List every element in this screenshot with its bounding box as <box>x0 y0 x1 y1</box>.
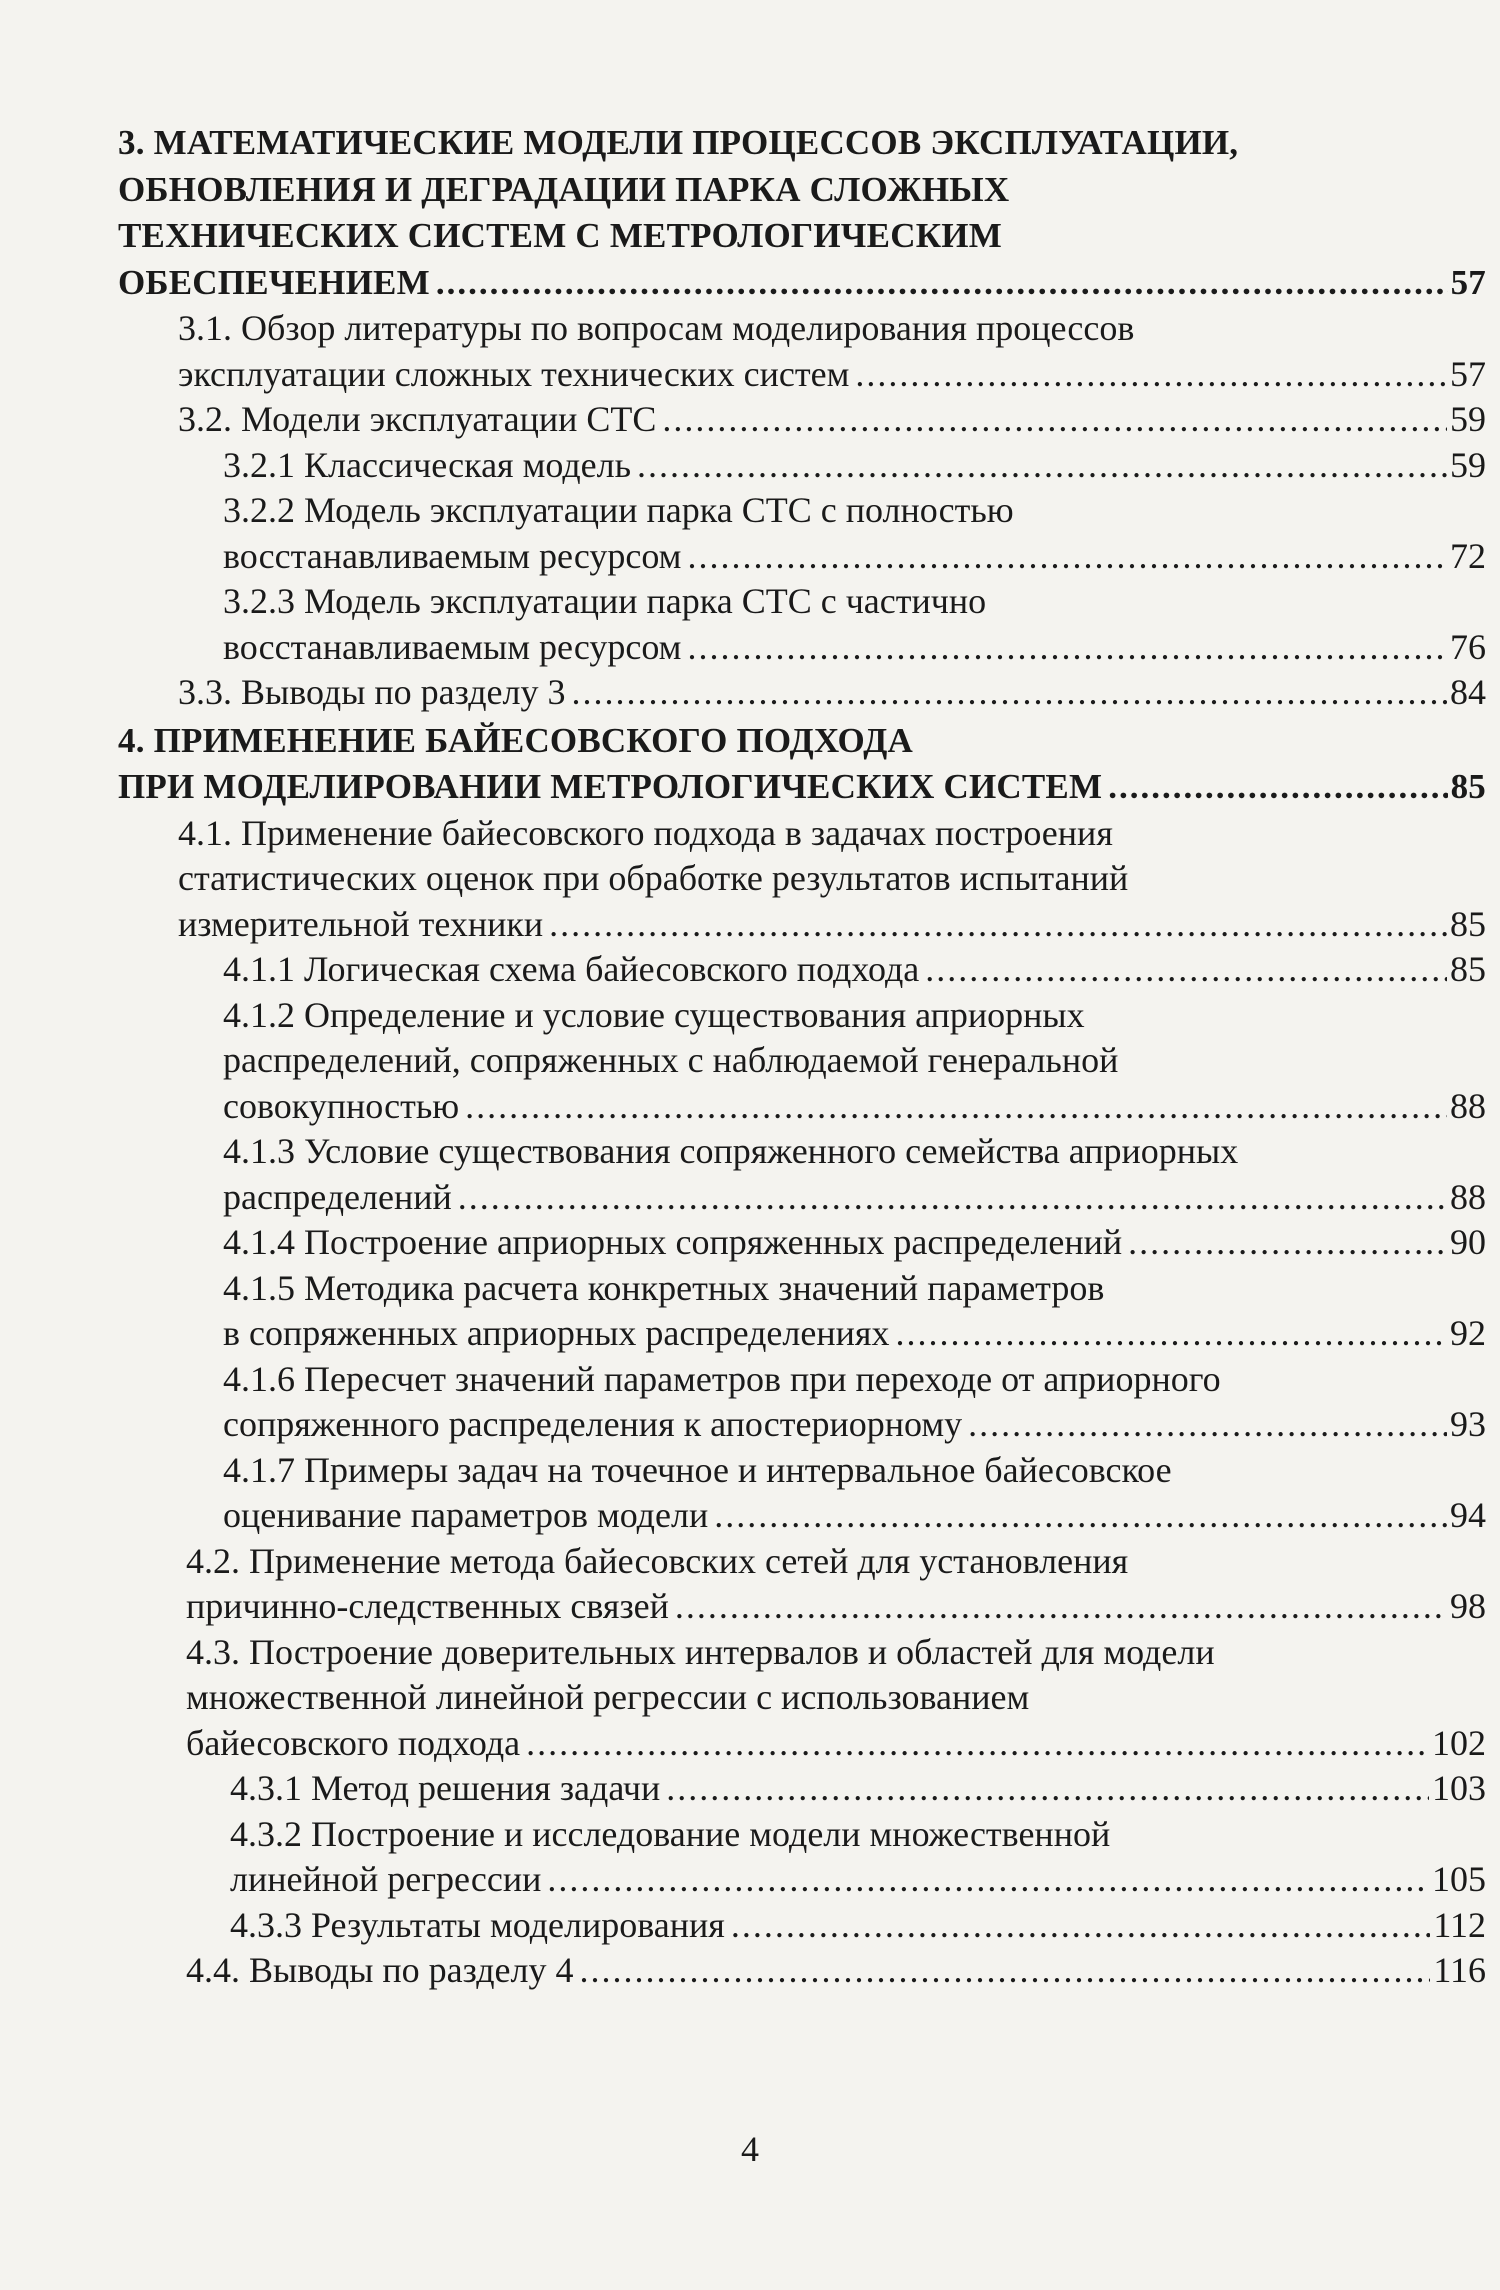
dot-leader <box>675 1584 1447 1630</box>
toc-entry <box>118 488 1486 579</box>
toc-page-number: 85 <box>1450 949 1486 989</box>
toc-entry <box>118 1129 1486 1220</box>
table-of-contents <box>118 118 1486 1994</box>
toc-page-number: 57 <box>1450 353 1486 394</box>
toc-page-number: 59 <box>1450 444 1486 485</box>
dot-leader <box>637 443 1447 489</box>
toc-entry-title-line: 3.1. Обзор литературы по вопросам моделирования процессов <box>178 308 1135 348</box>
toc-entry <box>118 1266 1486 1357</box>
toc-entry <box>118 397 1486 443</box>
toc-page-number: 93 <box>1450 1404 1486 1444</box>
dot-leader <box>687 625 1447 671</box>
toc-entry-final-line <box>186 1721 1486 1767</box>
toc-page-number: 98 <box>1450 1586 1486 1626</box>
toc-entry-final-line <box>223 1175 1486 1221</box>
dot-leader <box>526 1721 1429 1767</box>
toc-entry-title-line: в сопряженных априорных распределениях <box>223 1313 890 1353</box>
toc-page-number: 90 <box>1450 1222 1486 1262</box>
toc-page-number: 105 <box>1432 1859 1486 1899</box>
toc-entry-title-line: измерительной техники <box>178 903 544 944</box>
toc-entry-title-line: байесовского подхода <box>186 1722 521 1763</box>
toc-entry-title-line: 3.2. Модели эксплуатации СТС <box>178 399 657 439</box>
toc-entry-title-line: восстанавливаемым ресурсом <box>223 626 682 667</box>
toc-page-number: 92 <box>1450 1313 1486 1353</box>
toc-entry-title-line: ОБНОВЛЕНИЯ И ДЕГРАДАЦИИ ПАРКА СЛОЖНЫХ <box>118 169 1010 209</box>
toc-entry-title-line: ТЕХНИЧЕСКИХ СИСТЕМ С МЕТРОЛОГИЧЕСКИМ <box>118 216 1002 255</box>
toc-entry-title-line: ОБЕСПЕЧЕНИЕМ <box>118 262 430 302</box>
toc-entry-final-line <box>223 534 1486 580</box>
toc-page-number: 102 <box>1432 1722 1486 1763</box>
toc-entry <box>118 1766 1486 1812</box>
toc-entry-title-line: 4.1.4 Построение априорных сопряженных распределений <box>223 1222 1123 1262</box>
toc-entry-title-line: совокупностью <box>223 1085 460 1126</box>
dot-leader <box>436 260 1448 307</box>
dot-leader <box>572 670 1448 716</box>
dot-leader <box>731 1903 1430 1949</box>
toc-entry-title-line: 3. МАТЕМАТИЧЕСКИЕ МОДЕЛИ ПРОЦЕССОВ ЭКСПЛУАТАЦИИ, <box>118 123 1239 162</box>
toc-page-number: 85 <box>1450 903 1486 944</box>
toc-entry-final-line <box>223 1311 1486 1357</box>
toc-entry-final-line <box>223 947 1486 993</box>
toc-entry-title-line: 4.3.3 Результаты моделирования <box>230 1904 725 1945</box>
toc-entry-final-line <box>178 352 1486 398</box>
dot-leader <box>895 1311 1447 1357</box>
toc-entry-title-line: 4.1.1 Логическая схема байесовского подхода <box>223 949 920 989</box>
toc-entry-final-line <box>223 1084 1486 1130</box>
toc-entry-title-line: 4.1.2 Определение и условие существования априорных <box>223 994 1085 1035</box>
dot-leader <box>549 902 1447 948</box>
toc-entry-title-line: линейной регрессии <box>230 1859 542 1899</box>
page-number: 4 <box>741 2129 759 2169</box>
toc-entry-title-line: 4.2. Применение метода байесовских сетей для установления <box>186 1540 1129 1581</box>
toc-entry-final-line <box>186 1584 1486 1630</box>
toc-entry-title-line: восстанавливаемым ресурсом <box>223 535 682 576</box>
toc-entry-title-line: 4.1.3 Условие существования сопряженного семейства априорных <box>223 1131 1239 1171</box>
toc-entry-final-line <box>186 1948 1486 1994</box>
toc-entry-title-line: причинно-следственных связей <box>186 1586 669 1626</box>
toc-entry-title-line: 4.3. Построение доверительных интервалов и областей для модели <box>186 1631 1215 1672</box>
toc-page-number: 94 <box>1450 1495 1486 1535</box>
toc-entry-title-line: ПРИ МОДЕЛИРОВАНИИ МЕТРОЛОГИЧЕСКИХ СИСТЕМ <box>118 767 1103 806</box>
toc-entry-title-line: 4.1.5 Методика расчета конкретных значений параметров <box>223 1267 1105 1308</box>
toc-entry <box>118 1539 1486 1630</box>
toc-entry-final-line <box>178 670 1486 716</box>
toc-entry <box>118 1812 1486 1903</box>
toc-entry-title-line: 4.1. Применение байесовского подхода в задачах построения <box>178 812 1113 853</box>
toc-page-number: 88 <box>1450 1176 1486 1217</box>
toc-entry-final-line <box>223 1493 1486 1539</box>
toc-entry-title-line: статистических оценок при обработке результатов испытаний <box>178 858 1129 898</box>
toc-entry-final-line <box>230 1766 1486 1812</box>
dot-leader <box>580 1948 1431 1994</box>
toc-entry-title-line: оценивание параметров модели <box>223 1495 709 1535</box>
toc-entry-final-line <box>230 1857 1486 1903</box>
toc-entry-final-line <box>118 260 1486 307</box>
toc-page-number: 76 <box>1450 626 1486 667</box>
toc-entry <box>118 1948 1486 1994</box>
dot-leader <box>458 1175 1447 1221</box>
toc-entry-title-line: распределений <box>223 1176 452 1217</box>
toc-entry-title-line: эксплуатации сложных технических систем <box>178 353 850 394</box>
toc-page-number: 103 <box>1432 1768 1486 1808</box>
toc-entry-final-line <box>118 764 1486 811</box>
toc-entry-final-line <box>223 443 1486 489</box>
toc-entry <box>118 120 1486 306</box>
toc-entry <box>118 811 1486 948</box>
toc-entry-final-line <box>178 397 1486 443</box>
dot-leader <box>465 1084 1447 1130</box>
toc-page-number: 112 <box>1433 1904 1486 1945</box>
toc-page-number: 84 <box>1450 672 1486 712</box>
toc-entry-final-line <box>223 1402 1486 1448</box>
dot-leader <box>925 947 1447 993</box>
toc-page-number: 88 <box>1450 1085 1486 1126</box>
dot-leader <box>714 1493 1447 1539</box>
toc-page-number: 85 <box>1450 767 1486 806</box>
toc-entry-title-line: 4.1.7 Примеры задач на точечное и интервальное байесовское <box>223 1449 1172 1490</box>
toc-entry-title-line: 3.2.2 Модель эксплуатации парка СТС с полностью <box>223 490 1014 530</box>
toc-entry <box>118 306 1486 397</box>
toc-entry-title-line: 4. ПРИМЕНЕНИЕ БАЙЕСОВСКОГО ПОДХОДА <box>118 720 913 760</box>
toc-page-number: 57 <box>1450 262 1486 302</box>
toc-entry-title-line: множественной линейной регрессии с использованием <box>186 1677 1030 1717</box>
toc-entry <box>118 947 1486 993</box>
toc-entry-title-line: 4.4. Выводы по разделу 4 <box>186 1950 574 1990</box>
toc-entry <box>118 1903 1486 1949</box>
toc-entry <box>118 1220 1486 1266</box>
toc-entry-title-line: 4.3.1 Метод решения задачи <box>230 1768 661 1808</box>
toc-entry-final-line <box>178 902 1486 948</box>
dot-leader <box>968 1402 1447 1448</box>
toc-page-number: 116 <box>1433 1950 1486 1990</box>
dot-leader <box>547 1857 1429 1903</box>
toc-entry <box>118 579 1486 670</box>
toc-entry <box>118 1357 1486 1448</box>
toc-entry-final-line <box>223 625 1486 671</box>
dot-leader <box>855 352 1447 398</box>
toc-entry <box>118 718 1486 811</box>
dot-leader <box>1108 764 1447 811</box>
toc-page-number: 59 <box>1450 399 1486 439</box>
dot-leader <box>662 397 1447 443</box>
toc-entry-title-line: 4.1.6 Пересчет значений параметров при переходе от априорного <box>223 1358 1221 1399</box>
toc-entry <box>118 670 1486 716</box>
toc-entry-title-line: 3.2.3 Модель эксплуатации парка СТС с частично <box>223 581 987 621</box>
dot-leader <box>1128 1220 1447 1266</box>
toc-entry <box>118 993 1486 1130</box>
toc-entry-title-line: 4.3.2 Построение и исследование модели множественной <box>230 1813 1111 1854</box>
toc-entry <box>118 1630 1486 1767</box>
toc-entry-title-line: 3.3. Выводы по разделу 3 <box>178 672 566 712</box>
dot-leader <box>666 1766 1429 1812</box>
dot-leader <box>687 534 1447 580</box>
toc-page-number: 72 <box>1450 535 1486 576</box>
toc-entry <box>118 443 1486 489</box>
toc-entry-title-line: сопряженного распределения к апостериорному <box>223 1404 963 1444</box>
toc-entry <box>118 1448 1486 1539</box>
toc-entry-final-line <box>230 1903 1486 1949</box>
toc-entry-title-line: распределений, сопряженных с наблюдаемой генеральной <box>223 1040 1119 1080</box>
toc-entry-final-line <box>223 1220 1486 1266</box>
toc-entry-title-line: 3.2.1 Классическая модель <box>223 444 632 485</box>
